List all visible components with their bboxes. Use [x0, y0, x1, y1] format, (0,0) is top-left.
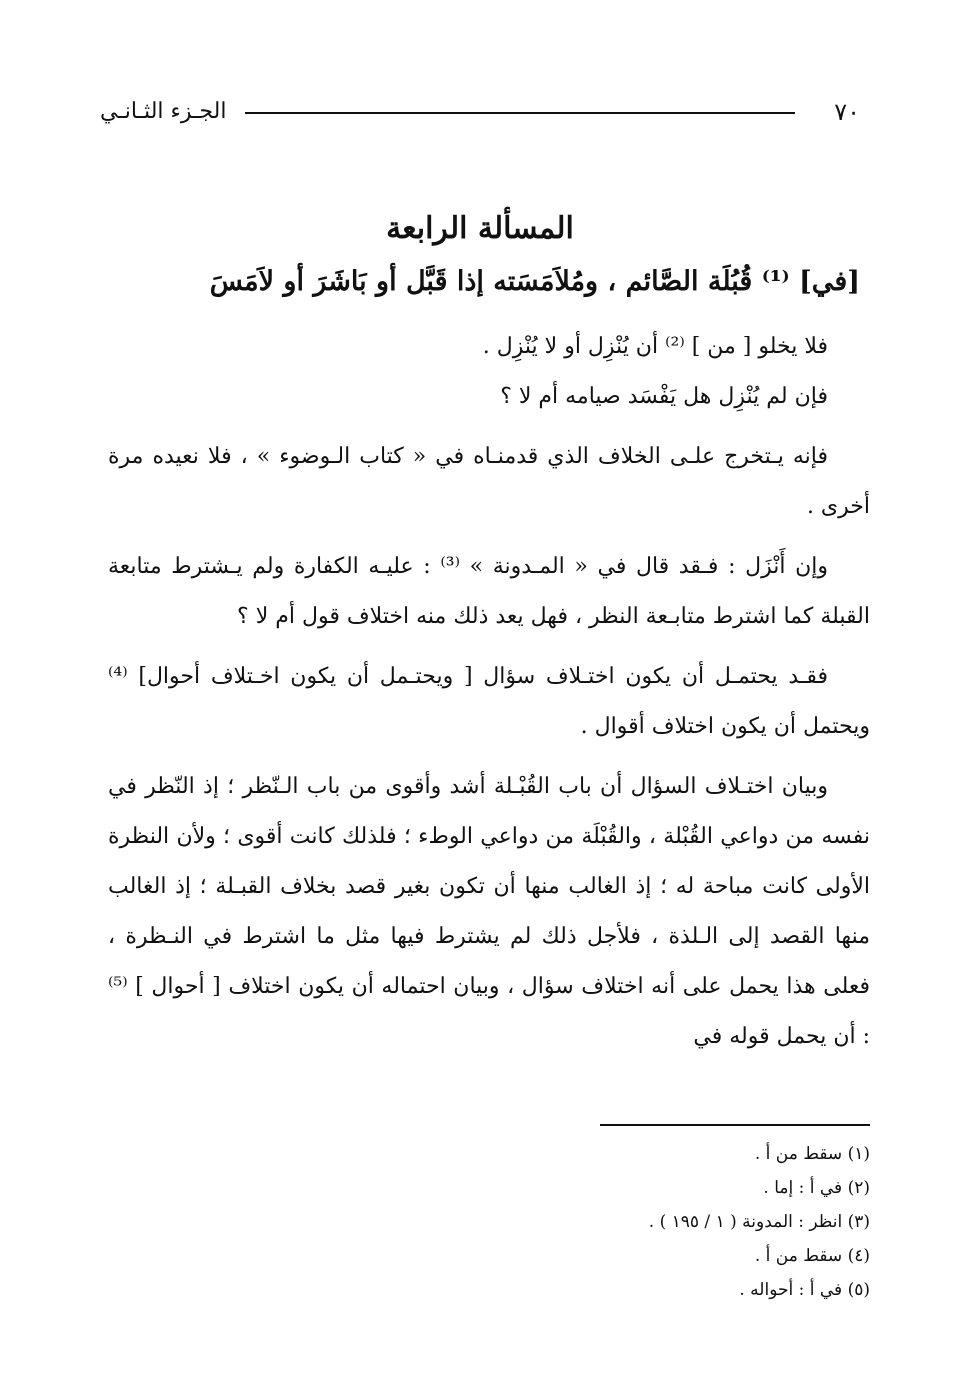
page-number: ٧٠ — [834, 98, 860, 126]
footnotes — [108, 1137, 870, 1307]
paragraph-6: وبيان اختـلاف السؤال أن باب القُبْـلة أشد وأقوى من باب الـنّظر ؛ إذ النّظر في نفسه من دواعي القُبْلة ، والقُبْلَة من دواعي الوطء ؛ فلذلك كانت أقوى ؛ ولأن النظرة الأولى كانت مباحة له ؛ إذ الغالب منها أن تكون بغير قصد بخلاف القبـلة ؛ إذ الغالب منها القصد إلى الـلذة ، فلأجل ذلك لم يشترط فيها مثل ما اشترط في النـظرة ، فعلى هذا يحمل على أنه اختلاف سؤال ، وبيان احتماله أن يكون اختلاف [ أحوال ] ⁽⁵⁾ : أن يحمل قوله في — [108, 774, 870, 1049]
chapter-title: المسألة الرابعة — [386, 211, 574, 246]
footnote-2: (٢) في أ : إما . — [763, 1178, 870, 1198]
footnote-rule — [600, 1124, 870, 1126]
footnote-1: (١) سقط من أ . — [754, 1144, 870, 1164]
footnote-4: (٤) سقط من أ . — [754, 1246, 870, 1266]
paragraph-4: وإن أَنْزَل : فـقد قال في « المـدونة » ⁽³⁾ : عليـه الكفارة ولم يـشترط متابعة القبلة كما اشترط متابـعة النظر ، فهل يعد ذلك منه اختلاف قول أم لا ؟ — [108, 554, 870, 629]
paragraph-5: فقـد يحتمـل أن يكون اختـلاف سؤال [ ويحتـمل أن يكون اخـتلاف أحوال] ⁽⁴⁾ ويحتمل أن يكون اختلاف أقوال . — [108, 664, 870, 739]
paragraph-1: فلا يخلو [ من ] ⁽²⁾ أن يُنْزِل أو لا يُنْزِل . — [482, 334, 828, 359]
paragraph-2: فإن لم يُنْزِل هل يَفْسَد صيامه أم لا ؟ — [500, 384, 828, 409]
running-title: الجـزء الثـانـي — [100, 99, 227, 124]
running-head — [100, 92, 860, 132]
body-text — [108, 322, 870, 1072]
footnote-3: (٣) انظر : المدونة ( ١ / ١٩٥ ) . — [648, 1212, 870, 1232]
header-rule — [245, 112, 795, 114]
paragraph-3: فإنه يـتخرج علـى الخلاف الذي قدمنـاه في « كتاب الـوضوء » ، فلا نعيده مرة أخرى . — [108, 444, 870, 519]
chapter-subtitle: [في] ⁽¹⁾ قُبُلَة الصَّائم ، ومُلاَمَسَته إذا قَبَّل أو بَاشَرَ أو لاَمَسَ — [209, 266, 860, 297]
footnote-5: (٥) في أ : أحواله . — [739, 1280, 870, 1300]
